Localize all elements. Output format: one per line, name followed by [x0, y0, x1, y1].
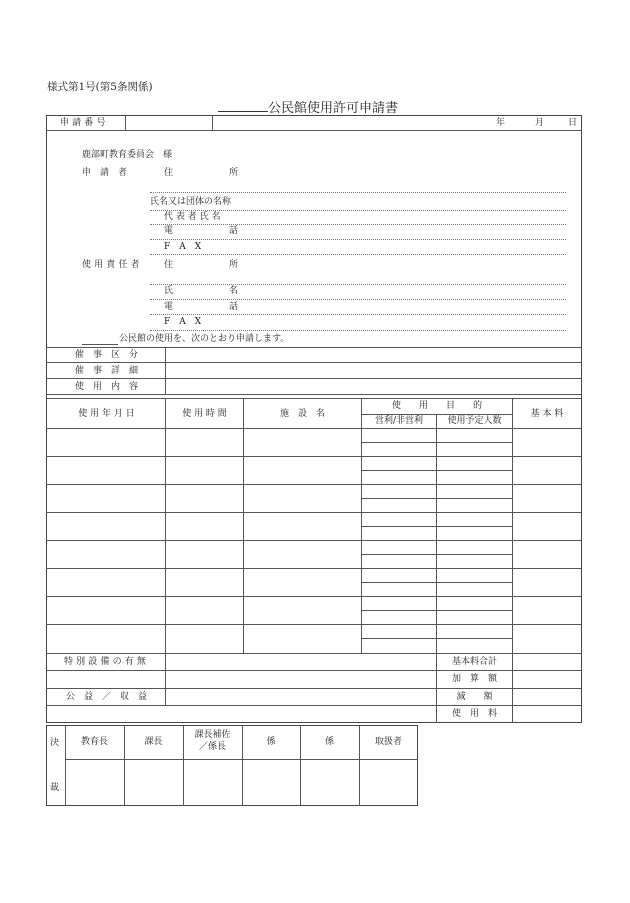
usage-time-cell[interactable] [166, 513, 242, 539]
surcharge-label: 加 算 額 [451, 674, 497, 684]
usage-fee-cell[interactable] [513, 513, 580, 539]
approval-side-label-bottom: 裁 [50, 783, 60, 793]
title-text: 公民館使用許可申請書 [268, 101, 399, 116]
usage-fee-field[interactable] [513, 706, 580, 722]
application-number-label: 申請番号 [60, 118, 109, 128]
responsible-fax-label: F A X [164, 317, 202, 327]
event-row-field-1[interactable] [166, 348, 580, 362]
usage-profit-cell[interactable] [362, 485, 435, 497]
usage-subrow-line [361, 638, 512, 639]
usage-date-cell[interactable] [47, 541, 164, 567]
responsible-phone-label-2: 話 [229, 302, 239, 312]
approval-col-4: 係 [266, 737, 276, 747]
usage-people-cell[interactable] [437, 429, 511, 441]
usage-fee-cell[interactable] [513, 485, 580, 511]
usage-facility-cell[interactable] [244, 569, 360, 595]
usage-time-cell[interactable] [166, 429, 242, 455]
bottom-line-3 [46, 705, 581, 706]
request-sentence: 公民館の使用を、次のとおり申請します。 [119, 334, 290, 344]
header-expected-people: 使用予定人数 [447, 416, 502, 426]
usage-facility-cell[interactable] [244, 513, 360, 539]
usage-date-cell[interactable] [47, 485, 164, 511]
usage-facility-cell[interactable] [244, 597, 360, 623]
entry-line [150, 224, 566, 225]
event-row-line [46, 362, 581, 363]
discount-field[interactable] [513, 689, 580, 704]
responsible-label: 使用責任者 [82, 260, 143, 270]
entry-line [150, 192, 566, 193]
form-number: 様式第1号(第5条関係) [47, 81, 153, 93]
usage-facility-cell[interactable] [244, 429, 360, 455]
usage-date-cell[interactable] [47, 457, 164, 483]
usage-time-cell[interactable] [166, 457, 242, 483]
responsible-name-label-2: 名 [229, 286, 239, 296]
sentence-blank-line [82, 344, 118, 345]
addressee: 鹿部町教育委員会 様 [82, 150, 173, 160]
usage-people-cell[interactable] [437, 485, 511, 497]
usage-profit-cell[interactable] [362, 513, 435, 525]
usage-time-cell[interactable] [166, 541, 242, 567]
form-title [218, 97, 398, 116]
approval-col-1: 教育長 [80, 737, 108, 747]
event-row-label-2: 催 事 詳 細 [74, 366, 138, 376]
usage-subrow-line [361, 498, 512, 499]
base-fee-total-field[interactable] [513, 654, 580, 669]
top-row-bottom-line [46, 130, 581, 131]
usage-profit-cell[interactable] [362, 541, 435, 553]
base-fee-total-label: 基本料合計 [451, 657, 497, 667]
approval-col-3-line2: ／係長 [198, 742, 226, 752]
approval-col-6: 取扱者 [374, 737, 402, 747]
approval-side-label-top: 決 [50, 738, 60, 748]
usage-people-cell[interactable] [437, 513, 511, 525]
special-equipment-label: 特別設備の有無 [63, 657, 150, 667]
usage-fee-cell[interactable] [513, 625, 580, 651]
usage-time-cell[interactable] [166, 485, 242, 511]
approval-stamp-cell-6[interactable] [360, 760, 417, 805]
usage-date-cell[interactable] [47, 625, 164, 651]
entry-line [150, 314, 566, 315]
entry-line [150, 254, 566, 255]
usage-time-cell[interactable] [166, 569, 242, 595]
usage-date-cell[interactable] [47, 513, 164, 539]
year-label: 年 [496, 118, 506, 128]
bottom-line-1 [46, 670, 581, 671]
header-profit: 営利/非営利 [374, 416, 424, 426]
usage-date-cell[interactable] [47, 569, 164, 595]
event-row-field-2[interactable] [166, 364, 580, 378]
responsible-address-label-2: 所 [229, 260, 239, 270]
usage-profit-cell[interactable] [362, 597, 435, 609]
usage-facility-cell[interactable] [244, 457, 360, 483]
usage-subrow-line [361, 470, 512, 471]
representative-label: 代 表 者 氏 名 [164, 212, 221, 222]
usage-profit-cell[interactable] [362, 457, 435, 469]
approval-stamp-cell-3[interactable] [184, 760, 241, 805]
event-row-line [46, 394, 581, 395]
approval-col-2: 課長 [144, 737, 163, 747]
public-benefit-field[interactable] [166, 689, 435, 704]
usage-people-cell[interactable] [437, 541, 511, 553]
usage-fee-cell[interactable] [513, 457, 580, 483]
usage-subrow-line [361, 442, 512, 443]
event-row-field-3[interactable] [166, 380, 580, 394]
approval-stamp-cell-5[interactable] [301, 760, 358, 805]
application-number-field[interactable] [126, 116, 211, 129]
approval-stamp-cell-2[interactable] [125, 760, 182, 805]
applicant-address-label-2: 所 [229, 168, 239, 178]
entry-line [150, 330, 566, 331]
usage-profit-cell[interactable] [362, 625, 435, 637]
month-label: 月 [535, 118, 545, 128]
usage-profit-cell[interactable] [362, 429, 435, 441]
approval-col-3-line1: 課長補佐 [194, 730, 231, 740]
purpose-subheader-line [361, 414, 512, 415]
usage-fee-cell[interactable] [513, 597, 580, 623]
applicant-address-label: 住 [164, 168, 174, 178]
public-benefit-label: 公 益 ／ 収 益 [65, 692, 147, 702]
applicant-phone-label-2: 話 [229, 226, 239, 236]
responsible-address-label: 住 [164, 260, 174, 270]
header-use-date: 使 用 年 月 日 [78, 409, 135, 419]
usage-people-cell[interactable] [437, 597, 511, 609]
org-name-label: 氏名又は団体の名称 [150, 197, 232, 207]
header-base-fee: 基 本 料 [530, 409, 564, 419]
entry-line [150, 210, 566, 211]
usage-subrow-line [361, 610, 512, 611]
usage-profit-cell[interactable] [362, 569, 435, 581]
approval-stamp-cell-1[interactable] [66, 760, 123, 805]
usage-facility-cell[interactable] [244, 541, 360, 567]
event-row-label-3: 使 用 内 容 [74, 382, 138, 392]
usage-fee-cell[interactable] [513, 429, 580, 455]
usage-col-4 [436, 414, 437, 653]
usage-time-cell[interactable] [166, 597, 242, 623]
entry-line [150, 299, 566, 300]
day-label: 日 [568, 118, 578, 128]
usage-people-cell[interactable] [437, 569, 511, 581]
entry-line [150, 284, 566, 285]
usage-facility-cell[interactable] [244, 625, 360, 651]
surcharge-field[interactable] [513, 671, 580, 687]
responsible-phone-label: 電 [164, 302, 174, 312]
usage-date-cell[interactable] [47, 597, 164, 623]
header-purpose: 使 用 目 的 [391, 401, 482, 411]
entry-line [150, 239, 566, 240]
applicant-fax-label: F A X [164, 242, 202, 252]
responsible-name-label: 氏 [164, 286, 174, 296]
usage-date-cell[interactable] [47, 429, 164, 455]
applicant-phone-label: 電 [164, 226, 174, 236]
special-equipment-field[interactable] [166, 654, 435, 669]
usage-subrow-line [361, 554, 512, 555]
applicant-label: 申 請 者 [82, 168, 128, 178]
approval-stamp-cell-4[interactable] [243, 760, 299, 805]
usage-fee-cell[interactable] [513, 569, 580, 595]
usage-facility-cell[interactable] [244, 485, 360, 511]
event-row-line [46, 378, 581, 379]
usage-people-cell[interactable] [437, 457, 511, 469]
section-gap-line [46, 398, 581, 399]
header-facility: 施 設 名 [279, 409, 325, 419]
approval-col-5: 係 [324, 737, 334, 747]
usage-fee-label: 使 用 料 [451, 709, 497, 719]
usage-time-cell[interactable] [166, 625, 242, 651]
app-number-box-right [212, 115, 213, 130]
event-row-label-1: 催 事 区 分 [74, 350, 138, 360]
usage-subrow-line [361, 526, 512, 527]
usage-subrow-line [361, 582, 512, 583]
usage-people-cell[interactable] [437, 625, 511, 637]
title-blank[interactable] [218, 100, 268, 112]
discount-label: 減 額 [456, 692, 493, 702]
usage-fee-cell[interactable] [513, 541, 580, 567]
header-use-time: 使 用 時 間 [182, 409, 227, 419]
